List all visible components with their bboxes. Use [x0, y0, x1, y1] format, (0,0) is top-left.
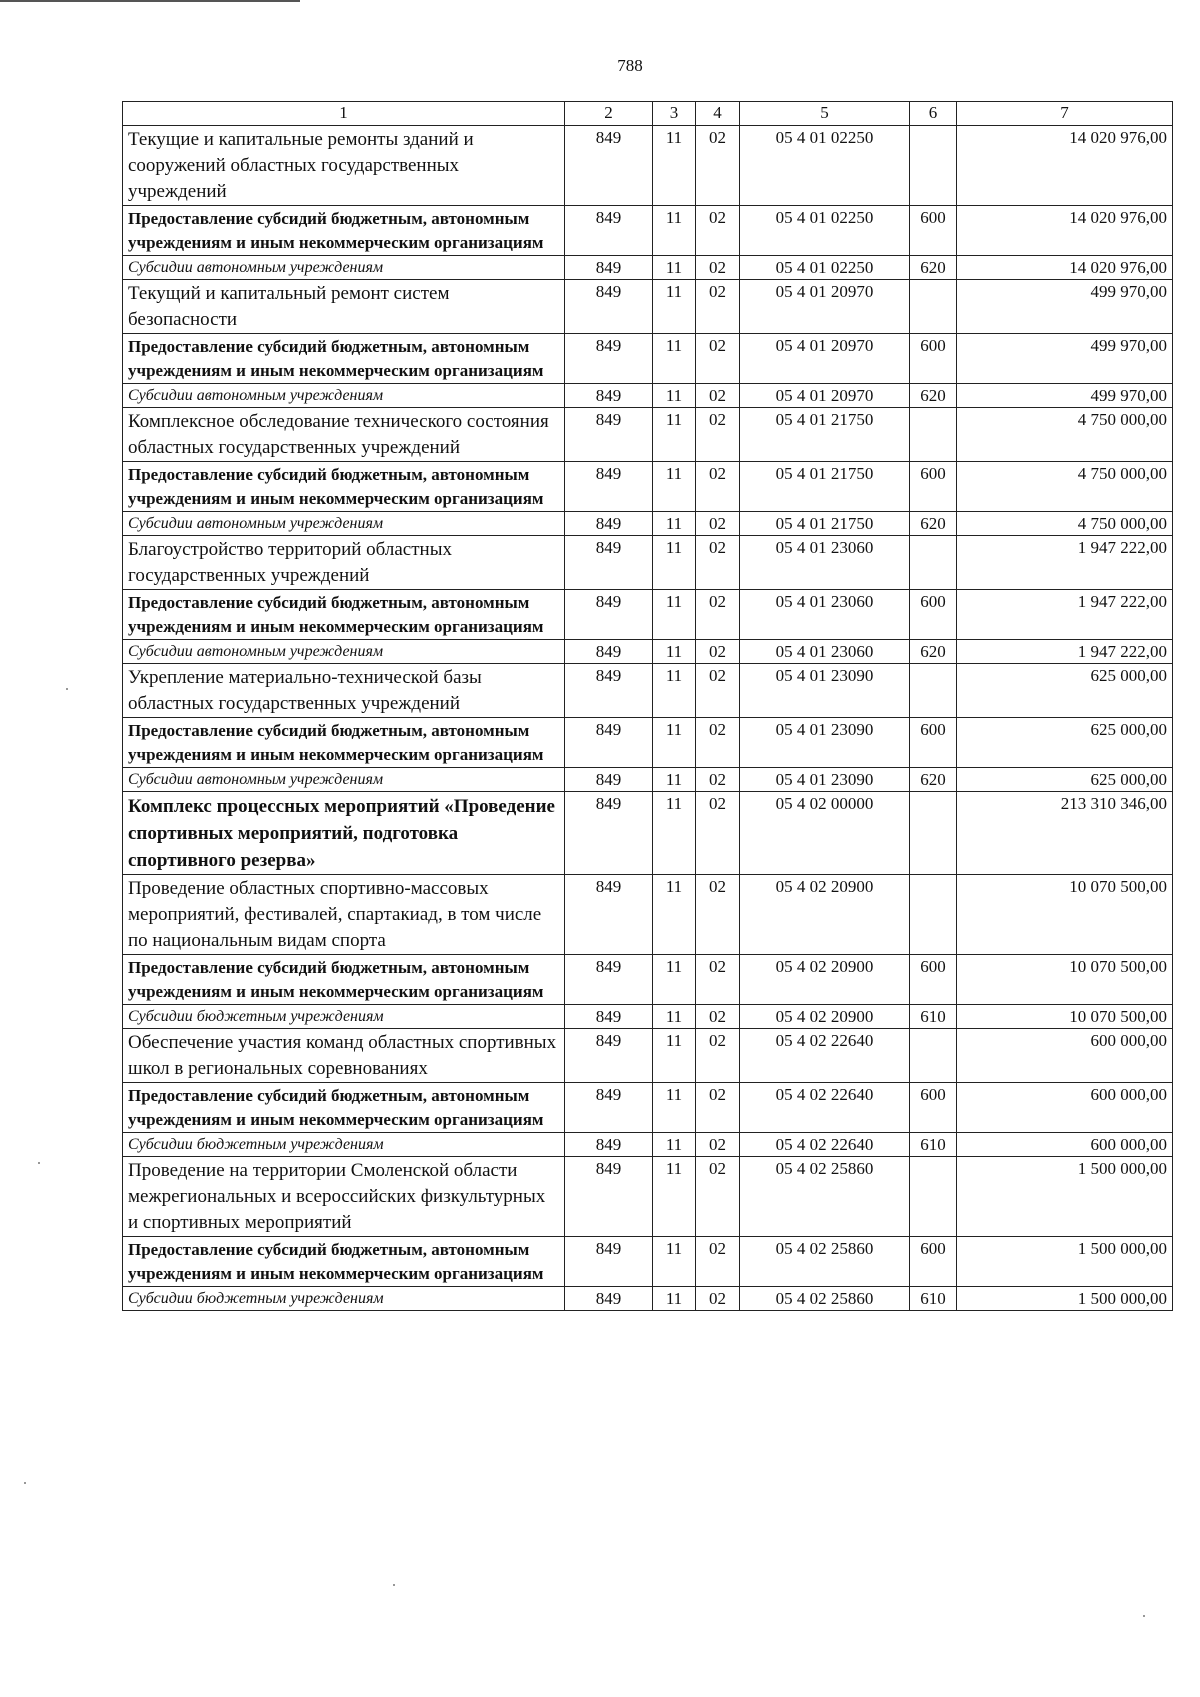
amount-cell: 14 020 976,00	[957, 126, 1173, 206]
table-row	[123, 1133, 1173, 1157]
code-section-cell: 11	[653, 126, 696, 206]
code-target-cell: 05 4 01 23090	[740, 664, 910, 718]
code-section-cell: 11	[653, 590, 696, 640]
code-section-cell: 11	[653, 334, 696, 384]
code-expense-type-cell: 600	[910, 955, 957, 1005]
code-ministry-cell: 849	[565, 1083, 653, 1133]
item-name-cell: Субсидии автономным учреждениям	[123, 384, 565, 408]
code-ministry-cell: 849	[565, 536, 653, 590]
amount-cell: 4 750 000,00	[957, 408, 1173, 462]
code-target-cell: 05 4 02 25860	[740, 1287, 910, 1311]
item-name-cell: Субсидии автономным учреждениям	[123, 256, 565, 280]
table-row	[123, 384, 1173, 408]
amount-cell: 600 000,00	[957, 1083, 1173, 1133]
scan-speck	[24, 1482, 26, 1484]
scan-speck	[38, 1162, 40, 1164]
amount-cell: 1 500 000,00	[957, 1157, 1173, 1237]
code-section-cell: 11	[653, 955, 696, 1005]
scan-edge-line	[0, 0, 300, 2]
item-name-cell: Субсидии бюджетным учреждениям	[123, 1287, 565, 1311]
table-row	[123, 792, 1173, 875]
item-name-cell: Предоставление субсидий бюджетным, автономным учреждениям и иным некоммерческим организациям	[123, 718, 565, 768]
code-target-cell: 05 4 02 25860	[740, 1157, 910, 1237]
item-name-cell: Предоставление субсидий бюджетным, автономным учреждениям и иным некоммерческим организациям	[123, 334, 565, 384]
code-target-cell: 05 4 01 23060	[740, 590, 910, 640]
code-subsection-cell: 02	[696, 664, 740, 718]
code-section-cell: 11	[653, 408, 696, 462]
table-row	[123, 280, 1173, 334]
code-subsection-cell: 02	[696, 512, 740, 536]
code-target-cell: 05 4 01 02250	[740, 126, 910, 206]
amount-cell: 499 970,00	[957, 280, 1173, 334]
code-subsection-cell: 02	[696, 640, 740, 664]
code-target-cell: 05 4 01 23090	[740, 768, 910, 792]
item-name-cell: Укрепление материально-технической базы областных государственных учреждений	[123, 664, 565, 718]
item-name-cell: Субсидии бюджетным учреждениям	[123, 1005, 565, 1029]
code-subsection-cell: 02	[696, 768, 740, 792]
amount-cell: 4 750 000,00	[957, 462, 1173, 512]
column-header-row	[123, 102, 1173, 126]
amount-cell: 499 970,00	[957, 384, 1173, 408]
item-name-cell: Благоустройство территорий областных государственных учреждений	[123, 536, 565, 590]
code-section-cell: 11	[653, 718, 696, 768]
code-ministry-cell: 849	[565, 1133, 653, 1157]
budget-table	[122, 101, 1173, 1311]
code-subsection-cell: 02	[696, 955, 740, 1005]
scan-speck	[1143, 1615, 1145, 1617]
code-section-cell: 11	[653, 256, 696, 280]
code-target-cell: 05 4 01 20970	[740, 384, 910, 408]
code-subsection-cell: 02	[696, 1029, 740, 1083]
column-header: 1	[123, 102, 565, 126]
table-row	[123, 955, 1173, 1005]
code-section-cell: 11	[653, 1133, 696, 1157]
code-expense-type-cell: 620	[910, 384, 957, 408]
code-ministry-cell: 849	[565, 512, 653, 536]
item-name-cell: Субсидии бюджетным учреждениям	[123, 1133, 565, 1157]
page-number: 788	[617, 56, 643, 75]
item-name-cell: Субсидии автономным учреждениям	[123, 512, 565, 536]
code-expense-type-cell: 600	[910, 590, 957, 640]
table-row	[123, 590, 1173, 640]
amount-cell: 1 500 000,00	[957, 1237, 1173, 1287]
code-ministry-cell: 849	[565, 1157, 653, 1237]
column-header: 6	[910, 102, 957, 126]
item-name-cell: Комплексное обследование технического состояния областных государственных учреждений	[123, 408, 565, 462]
amount-cell: 10 070 500,00	[957, 1005, 1173, 1029]
code-section-cell: 11	[653, 640, 696, 664]
amount-cell: 10 070 500,00	[957, 955, 1173, 1005]
item-name-cell: Предоставление субсидий бюджетным, автономным учреждениям и иным некоммерческим организациям	[123, 590, 565, 640]
table-row	[123, 256, 1173, 280]
scan-speck	[393, 1584, 395, 1586]
scan-speck	[66, 688, 68, 690]
column-header: 2	[565, 102, 653, 126]
code-ministry-cell: 849	[565, 590, 653, 640]
item-name-cell: Комплекс процессных мероприятий «Проведение спортивных мероприятий, подготовка спортивного резерва»	[123, 792, 565, 875]
item-name-cell: Текущий и капитальный ремонт систем безопасности	[123, 280, 565, 334]
code-section-cell: 11	[653, 768, 696, 792]
code-section-cell: 11	[653, 1005, 696, 1029]
code-ministry-cell: 849	[565, 126, 653, 206]
code-expense-type-cell: 600	[910, 206, 957, 256]
code-ministry-cell: 849	[565, 768, 653, 792]
code-ministry-cell: 849	[565, 1005, 653, 1029]
amount-cell: 600 000,00	[957, 1029, 1173, 1083]
code-ministry-cell: 849	[565, 718, 653, 768]
table-row	[123, 126, 1173, 206]
code-target-cell: 05 4 02 20900	[740, 1005, 910, 1029]
code-ministry-cell: 849	[565, 1287, 653, 1311]
amount-cell: 499 970,00	[957, 334, 1173, 384]
code-subsection-cell: 02	[696, 206, 740, 256]
amount-cell: 1 947 222,00	[957, 640, 1173, 664]
item-name-cell: Предоставление субсидий бюджетным, автономным учреждениям и иным некоммерческим организациям	[123, 1083, 565, 1133]
column-header: 5	[740, 102, 910, 126]
code-expense-type-cell	[910, 280, 957, 334]
table-row	[123, 1157, 1173, 1237]
code-subsection-cell: 02	[696, 1083, 740, 1133]
table-row	[123, 512, 1173, 536]
code-section-cell: 11	[653, 1287, 696, 1311]
amount-cell: 4 750 000,00	[957, 512, 1173, 536]
code-expense-type-cell	[910, 536, 957, 590]
code-target-cell: 05 4 01 20970	[740, 280, 910, 334]
code-expense-type-cell: 620	[910, 256, 957, 280]
item-name-cell: Предоставление субсидий бюджетным, автономным учреждениям и иным некоммерческим организациям	[123, 1237, 565, 1287]
code-target-cell: 05 4 02 20900	[740, 955, 910, 1005]
code-ministry-cell: 849	[565, 875, 653, 955]
code-section-cell: 11	[653, 1029, 696, 1083]
code-target-cell: 05 4 01 23090	[740, 718, 910, 768]
code-expense-type-cell: 600	[910, 718, 957, 768]
code-expense-type-cell: 610	[910, 1287, 957, 1311]
table-row	[123, 1005, 1173, 1029]
code-target-cell: 05 4 02 25860	[740, 1237, 910, 1287]
code-ministry-cell: 849	[565, 206, 653, 256]
code-target-cell: 05 4 02 22640	[740, 1083, 910, 1133]
code-ministry-cell: 849	[565, 462, 653, 512]
table-row	[123, 664, 1173, 718]
code-target-cell: 05 4 01 02250	[740, 206, 910, 256]
table-row	[123, 408, 1173, 462]
code-expense-type-cell: 600	[910, 1083, 957, 1133]
table-row	[123, 640, 1173, 664]
table-row	[123, 1237, 1173, 1287]
code-target-cell: 05 4 01 23060	[740, 640, 910, 664]
amount-cell: 10 070 500,00	[957, 875, 1173, 955]
item-name-cell: Проведение на территории Смоленской области межрегиональных и всероссийских физкультурных и спортивных мероприятий	[123, 1157, 565, 1237]
code-target-cell: 05 4 02 00000	[740, 792, 910, 875]
table-body	[123, 126, 1173, 1311]
code-section-cell: 11	[653, 1083, 696, 1133]
code-expense-type-cell: 610	[910, 1133, 957, 1157]
code-section-cell: 11	[653, 206, 696, 256]
code-subsection-cell: 02	[696, 280, 740, 334]
code-subsection-cell: 02	[696, 384, 740, 408]
code-subsection-cell: 02	[696, 1005, 740, 1029]
code-expense-type-cell: 620	[910, 768, 957, 792]
code-expense-type-cell: 600	[910, 334, 957, 384]
code-section-cell: 11	[653, 280, 696, 334]
table-row	[123, 462, 1173, 512]
code-expense-type-cell	[910, 408, 957, 462]
column-header: 7	[957, 102, 1173, 126]
code-expense-type-cell	[910, 126, 957, 206]
amount-cell: 625 000,00	[957, 664, 1173, 718]
table-row	[123, 1029, 1173, 1083]
amount-cell: 1 500 000,00	[957, 1287, 1173, 1311]
code-section-cell: 11	[653, 462, 696, 512]
code-subsection-cell: 02	[696, 1157, 740, 1237]
item-name-cell: Предоставление субсидий бюджетным, автономным учреждениям и иным некоммерческим организациям	[123, 206, 565, 256]
code-expense-type-cell	[910, 1157, 957, 1237]
code-target-cell: 05 4 01 20970	[740, 334, 910, 384]
table-row	[123, 536, 1173, 590]
code-subsection-cell: 02	[696, 462, 740, 512]
code-expense-type-cell: 610	[910, 1005, 957, 1029]
code-subsection-cell: 02	[696, 875, 740, 955]
code-expense-type-cell	[910, 875, 957, 955]
table-row	[123, 768, 1173, 792]
code-section-cell: 11	[653, 536, 696, 590]
code-subsection-cell: 02	[696, 718, 740, 768]
item-name-cell: Предоставление субсидий бюджетным, автономным учреждениям и иным некоммерческим организациям	[123, 462, 565, 512]
column-header: 4	[696, 102, 740, 126]
table-row	[123, 1083, 1173, 1133]
amount-cell: 600 000,00	[957, 1133, 1173, 1157]
column-header: 3	[653, 102, 696, 126]
code-section-cell: 11	[653, 875, 696, 955]
code-target-cell: 05 4 01 21750	[740, 512, 910, 536]
code-expense-type-cell: 620	[910, 512, 957, 536]
code-target-cell: 05 4 02 20900	[740, 875, 910, 955]
code-ministry-cell: 849	[565, 664, 653, 718]
item-name-cell: Текущие и капитальные ремонты зданий и сооружений областных государственных учреждений	[123, 126, 565, 206]
code-expense-type-cell: 600	[910, 1237, 957, 1287]
code-expense-type-cell: 620	[910, 640, 957, 664]
item-name-cell: Предоставление субсидий бюджетным, автономным учреждениям и иным некоммерческим организациям	[123, 955, 565, 1005]
code-expense-type-cell	[910, 792, 957, 875]
table-row	[123, 206, 1173, 256]
item-name-cell: Обеспечение участия команд областных спортивных школ в региональных соревнованиях	[123, 1029, 565, 1083]
code-ministry-cell: 849	[565, 640, 653, 664]
code-target-cell: 05 4 01 21750	[740, 462, 910, 512]
code-expense-type-cell: 600	[910, 462, 957, 512]
amount-cell: 213 310 346,00	[957, 792, 1173, 875]
code-section-cell: 11	[653, 1237, 696, 1287]
code-subsection-cell: 02	[696, 1237, 740, 1287]
item-name-cell: Проведение областных спортивно-массовых мероприятий, фестивалей, спартакиад, в том числе по национальным видам спорта	[123, 875, 565, 955]
code-subsection-cell: 02	[696, 334, 740, 384]
code-section-cell: 11	[653, 384, 696, 408]
code-ministry-cell: 849	[565, 384, 653, 408]
code-expense-type-cell	[910, 1029, 957, 1083]
code-target-cell: 05 4 01 23060	[740, 536, 910, 590]
code-section-cell: 11	[653, 512, 696, 536]
code-ministry-cell: 849	[565, 1237, 653, 1287]
code-subsection-cell: 02	[696, 408, 740, 462]
code-section-cell: 11	[653, 1157, 696, 1237]
code-subsection-cell: 02	[696, 536, 740, 590]
table-row	[123, 718, 1173, 768]
item-name-cell: Субсидии автономным учреждениям	[123, 768, 565, 792]
code-subsection-cell: 02	[696, 126, 740, 206]
amount-cell: 1 947 222,00	[957, 590, 1173, 640]
code-subsection-cell: 02	[696, 792, 740, 875]
table-row	[123, 334, 1173, 384]
amount-cell: 14 020 976,00	[957, 206, 1173, 256]
code-target-cell: 05 4 02 22640	[740, 1133, 910, 1157]
code-expense-type-cell	[910, 664, 957, 718]
code-ministry-cell: 849	[565, 408, 653, 462]
code-ministry-cell: 849	[565, 955, 653, 1005]
amount-cell: 14 020 976,00	[957, 256, 1173, 280]
code-section-cell: 11	[653, 792, 696, 875]
code-ministry-cell: 849	[565, 256, 653, 280]
code-target-cell: 05 4 02 22640	[740, 1029, 910, 1083]
code-section-cell: 11	[653, 664, 696, 718]
code-ministry-cell: 849	[565, 792, 653, 875]
item-name-cell: Субсидии автономным учреждениям	[123, 640, 565, 664]
code-ministry-cell: 849	[565, 334, 653, 384]
code-target-cell: 05 4 01 21750	[740, 408, 910, 462]
amount-cell: 625 000,00	[957, 718, 1173, 768]
table-row	[123, 1287, 1173, 1311]
amount-cell: 625 000,00	[957, 768, 1173, 792]
table-row	[123, 875, 1173, 955]
code-target-cell: 05 4 01 02250	[740, 256, 910, 280]
code-subsection-cell: 02	[696, 590, 740, 640]
amount-cell: 1 947 222,00	[957, 536, 1173, 590]
code-ministry-cell: 849	[565, 280, 653, 334]
code-subsection-cell: 02	[696, 1287, 740, 1311]
code-subsection-cell: 02	[696, 256, 740, 280]
code-ministry-cell: 849	[565, 1029, 653, 1083]
code-subsection-cell: 02	[696, 1133, 740, 1157]
